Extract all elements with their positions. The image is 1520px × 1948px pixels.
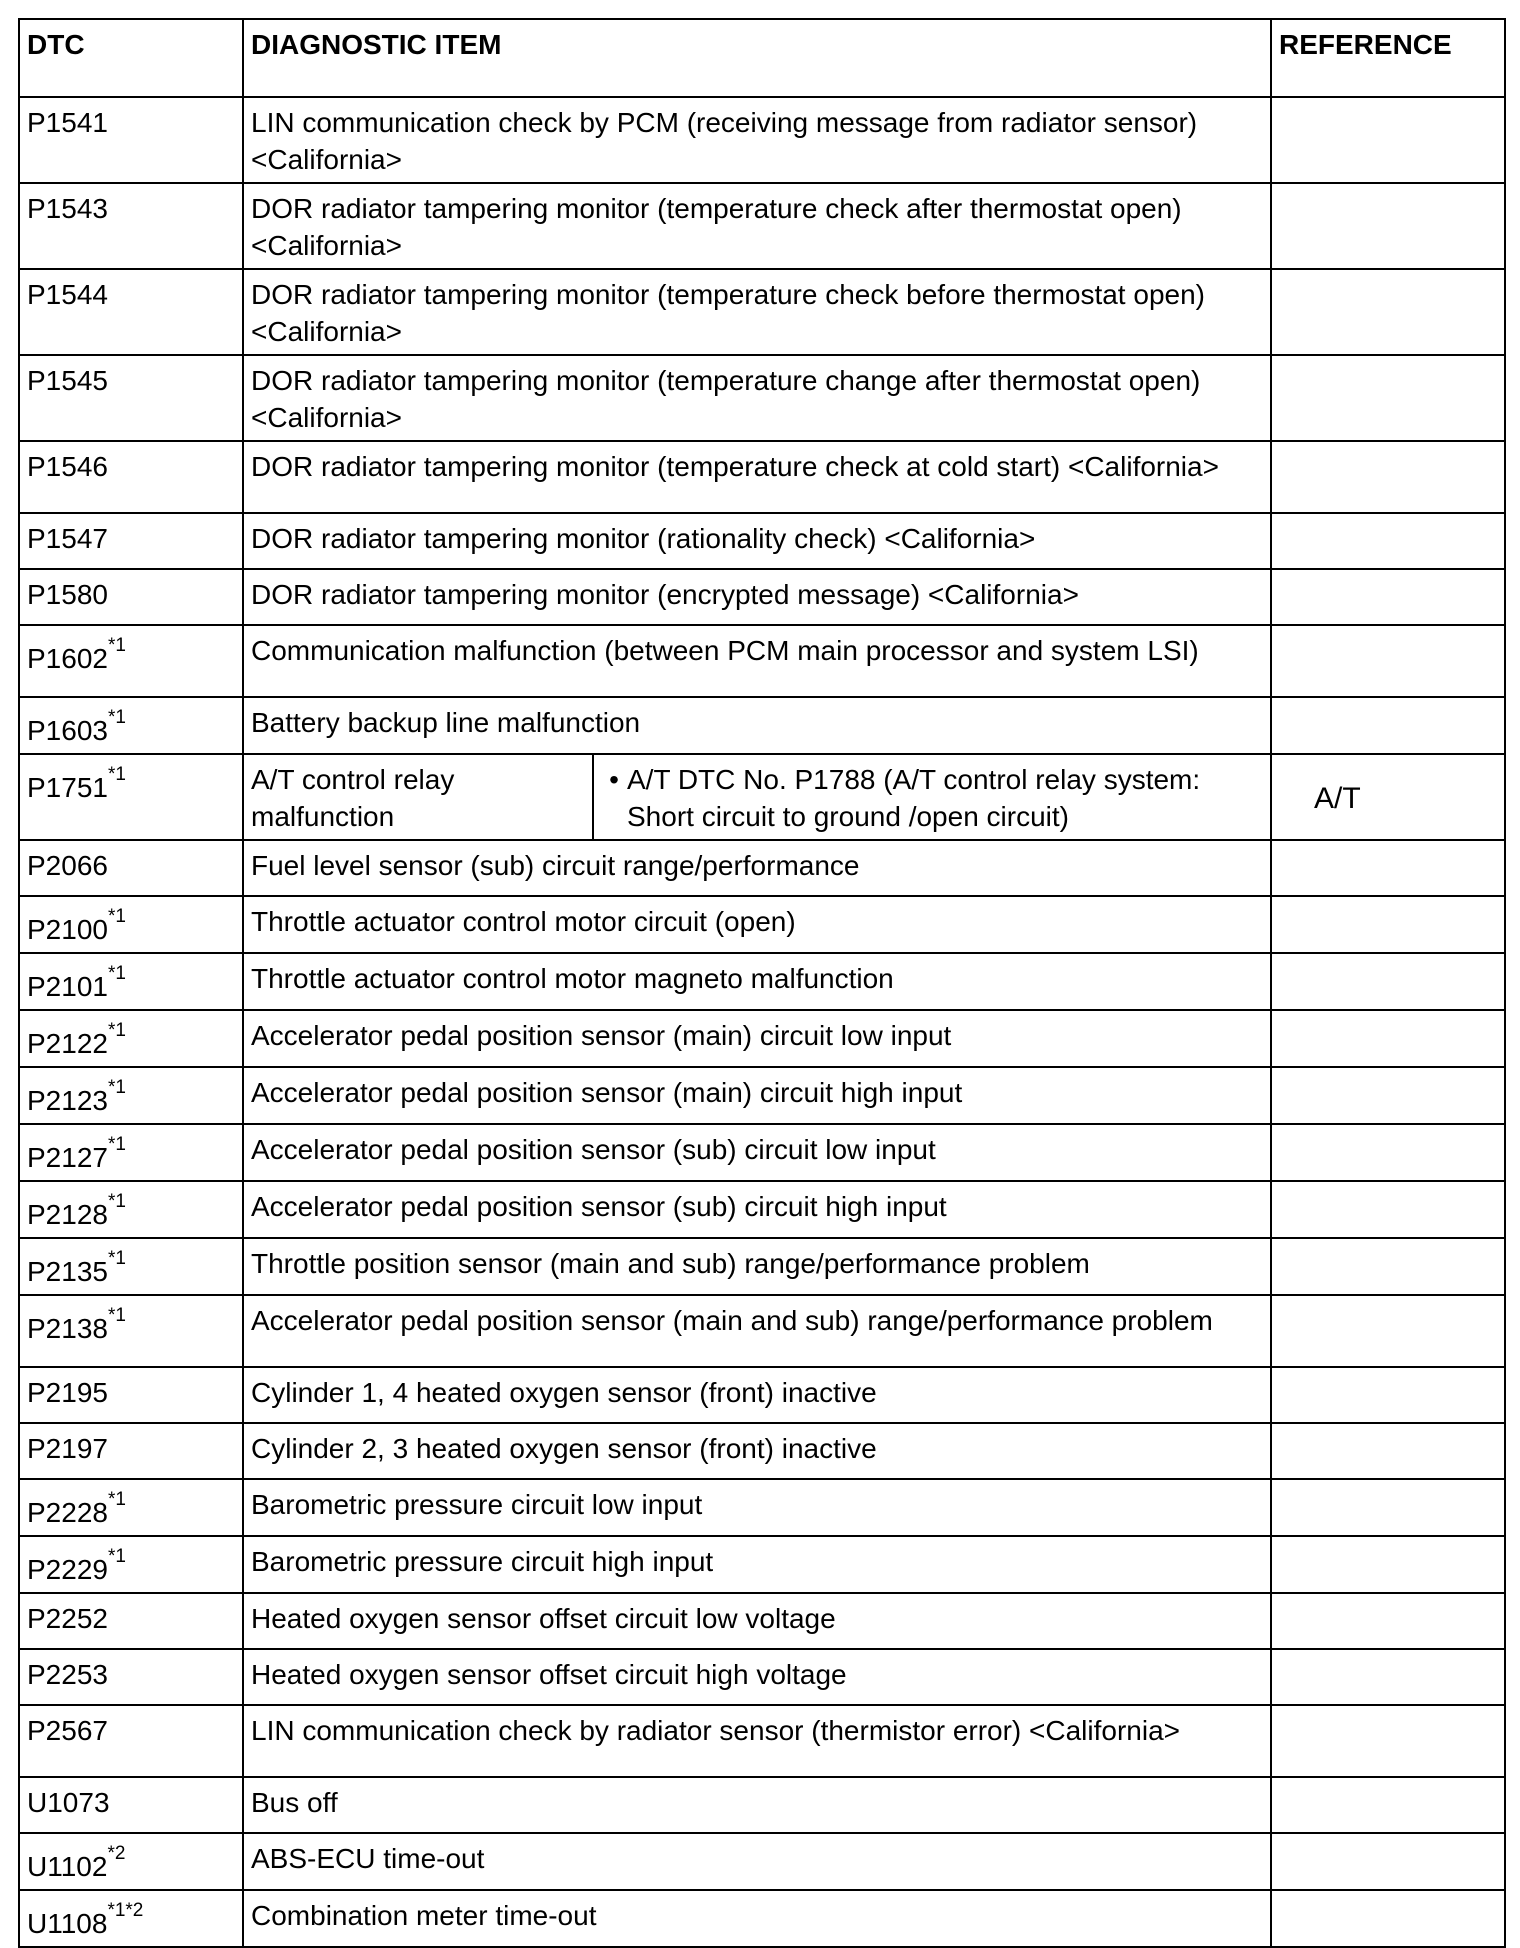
- diagnostic-item-text: Accelerator pedal position sensor (main) circuit low input: [251, 1020, 952, 1051]
- dtc-footnote-mark: *1: [107, 963, 126, 984]
- diagnostic-item-text: Fuel level sensor (sub) circuit range/performance: [251, 850, 860, 881]
- dtc-code-cell: [19, 1890, 243, 1947]
- dtc-footnote-mark: *1: [107, 906, 126, 927]
- reference-cell: [1271, 953, 1505, 1010]
- table-row: [19, 1479, 1505, 1536]
- dtc-code: P2229: [27, 1554, 108, 1585]
- diagnostic-item-text: Battery backup line malfunction: [251, 707, 641, 738]
- diagnostic-item-cell: [243, 953, 1271, 1010]
- dtc-code-cell: [19, 896, 243, 953]
- table-row: [19, 1423, 1505, 1479]
- dtc-code-cell: [19, 1423, 243, 1479]
- dtc-code: P2100: [27, 914, 108, 945]
- diagnostic-item-text: DOR radiator tampering monitor (temperature check at cold start) <California>: [251, 451, 1219, 482]
- reference-cell: [1271, 896, 1505, 953]
- diagnostic-item-text: A/T control relay malfunction: [244, 755, 594, 839]
- dtc-code-cell: [19, 625, 243, 697]
- dtc-code: P2122: [27, 1028, 108, 1059]
- diagnostic-item-text: DOR radiator tampering monitor (temperature check after thermostat open) <California>: [251, 193, 1182, 261]
- diagnostic-item-text: Cylinder 2, 3 heated oxygen sensor (front) inactive: [251, 1433, 877, 1464]
- diagnostic-item-text: DOR radiator tampering monitor (rationality check) <California>: [251, 523, 1036, 554]
- diagnostic-item-detail: [594, 755, 1270, 839]
- table-row: [19, 1593, 1505, 1649]
- table-header-row: [19, 19, 1505, 97]
- reference-cell: [1271, 569, 1505, 625]
- diagnostic-item-cell: [243, 355, 1271, 441]
- diagnostic-item-text: Accelerator pedal position sensor (main) circuit high input: [251, 1077, 963, 1108]
- reference-cell: [1271, 840, 1505, 896]
- dtc-code: P2253: [27, 1659, 108, 1690]
- dtc-code: P2066: [27, 850, 108, 881]
- diagnostic-item-text: Throttle actuator control motor circuit (open): [251, 906, 796, 937]
- table-row: [19, 1649, 1505, 1705]
- dtc-footnote-mark: *1: [107, 1305, 126, 1326]
- table-row: [19, 1181, 1505, 1238]
- dtc-code-cell: [19, 840, 243, 896]
- dtc-code: P2252: [27, 1603, 108, 1634]
- dtc-code: P1545: [27, 365, 108, 396]
- diagnostic-item-cell: [243, 569, 1271, 625]
- diagnostic-item-cell: [243, 1423, 1271, 1479]
- dtc-code: U1108: [27, 1908, 108, 1939]
- diagnostic-item-text: Heated oxygen sensor offset circuit high voltage: [251, 1659, 847, 1690]
- diagnostic-item-cell: [243, 1181, 1271, 1238]
- dtc-code: P1603: [27, 715, 108, 746]
- header-reference: REFERENCE: [1271, 19, 1505, 97]
- dtc-code-cell: [19, 1295, 243, 1367]
- dtc-code: P2101: [27, 971, 108, 1002]
- diagnostic-item-text: Barometric pressure circuit high input: [251, 1546, 714, 1577]
- dtc-code-cell: [19, 1367, 243, 1423]
- diagnostic-item-text: LIN communication check by radiator sensor (thermistor error) <California>: [251, 1715, 1181, 1746]
- reference-cell: [1271, 269, 1505, 355]
- diagnostic-item-cell: [243, 269, 1271, 355]
- reference-cell: [1271, 1890, 1505, 1947]
- diagnostic-item-cell: [243, 1705, 1271, 1777]
- table-row: [19, 1010, 1505, 1067]
- diagnostic-item-cell: [243, 97, 1271, 183]
- diagnostic-item-cell: [243, 183, 1271, 269]
- diagnostic-item-cell: [243, 441, 1271, 513]
- dtc-code-cell: [19, 1649, 243, 1705]
- table-row: [19, 1124, 1505, 1181]
- reference-cell: [1271, 1833, 1505, 1890]
- table-row: [19, 1890, 1505, 1947]
- dtc-code: P2567: [27, 1715, 108, 1746]
- reference-cell: [1271, 1423, 1505, 1479]
- diagnostic-item-cell: [243, 1124, 1271, 1181]
- dtc-code: P1751: [27, 772, 108, 803]
- table-row: [19, 183, 1505, 269]
- reference-cell: [1271, 1649, 1505, 1705]
- reference-cell: [1271, 1067, 1505, 1124]
- table-row: [19, 896, 1505, 953]
- dtc-code-cell: [19, 441, 243, 513]
- diagnostic-item-text: Accelerator pedal position sensor (main and sub) range/performance problem: [251, 1305, 1213, 1336]
- diagnostic-item-text: LIN communication check by PCM (receiving message from radiator sensor) <California>: [251, 107, 1198, 175]
- dtc-code: U1073: [27, 1787, 110, 1818]
- dtc-code: P2197: [27, 1433, 108, 1464]
- dtc-code: P1580: [27, 579, 108, 610]
- diagnostic-item-cell: [243, 840, 1271, 896]
- dtc-footnote-mark: *1: [107, 1546, 126, 1567]
- dtc-code-cell: [19, 97, 243, 183]
- table-row: [19, 355, 1505, 441]
- diagnostic-item-cell: [243, 1593, 1271, 1649]
- table-row: [19, 513, 1505, 569]
- diagnostic-item-cell: [243, 1833, 1271, 1890]
- dtc-code-cell: [19, 1479, 243, 1536]
- reference-cell: [1271, 1367, 1505, 1423]
- table-row: [19, 953, 1505, 1010]
- diagnostic-item-text: Throttle position sensor (main and sub) range/performance problem: [251, 1248, 1090, 1279]
- dtc-code: P2138: [27, 1313, 108, 1344]
- dtc-code-cell: [19, 1705, 243, 1777]
- diagnostic-item-cell: [243, 625, 1271, 697]
- dtc-code-cell: [19, 355, 243, 441]
- table-row: [19, 1295, 1505, 1367]
- reference-cell: [1271, 1010, 1505, 1067]
- dtc-code-cell: [19, 269, 243, 355]
- dtc-code-cell: [19, 1238, 243, 1295]
- detail-text: A/T DTC No. P1788 (A/T control relay system: Short circuit to ground /open circuit): [627, 764, 1201, 832]
- dtc-code: P2135: [27, 1256, 108, 1287]
- diagnostic-item-text: Accelerator pedal position sensor (sub) circuit high input: [251, 1191, 947, 1222]
- reference-cell: [1271, 355, 1505, 441]
- table-row: [19, 1833, 1505, 1890]
- diagnostic-item-cell: [243, 1890, 1271, 1947]
- reference-cell: [1271, 697, 1505, 754]
- diagnostic-item-text: ABS-ECU time-out: [251, 1843, 485, 1874]
- table-row: [19, 1536, 1505, 1593]
- table-body: [19, 97, 1505, 1947]
- diagnostic-item-cell: [243, 1367, 1271, 1423]
- reference-cell: [1271, 513, 1505, 569]
- dtc-code: P1541: [27, 107, 108, 138]
- table-row: [19, 697, 1505, 754]
- table-row: [19, 269, 1505, 355]
- table-row: [19, 754, 1505, 840]
- table-row: [19, 1777, 1505, 1833]
- table-row: [19, 1238, 1505, 1295]
- diagnostic-item-cell: [243, 1010, 1271, 1067]
- dtc-code-cell: [19, 1777, 243, 1833]
- diagnostic-item-text: Combination meter time-out: [251, 1900, 597, 1931]
- dtc-footnote-mark: *1: [107, 1248, 126, 1269]
- reference-cell: [1271, 97, 1505, 183]
- dtc-code-cell: [19, 1536, 243, 1593]
- diagnostic-item-text: Accelerator pedal position sensor (sub) circuit low input: [251, 1134, 936, 1165]
- diagnostic-item-text: Bus off: [251, 1787, 338, 1818]
- dtc-code: P2128: [27, 1199, 108, 1230]
- dtc-footnote-mark: *1: [107, 764, 126, 785]
- dtc-code-cell: [19, 1593, 243, 1649]
- dtc-table-container: [18, 18, 1504, 1948]
- dtc-code: P2127: [27, 1142, 108, 1173]
- reference-cell: [1271, 1181, 1505, 1238]
- header-dtc: DTC: [19, 19, 243, 97]
- dtc-code-cell: [19, 1833, 243, 1890]
- dtc-code: P1546: [27, 451, 108, 482]
- dtc-footnote-mark: *1: [107, 1489, 126, 1510]
- reference-cell: [1271, 1536, 1505, 1593]
- dtc-code: U1102: [27, 1851, 108, 1882]
- diagnostic-item-cell: [243, 1536, 1271, 1593]
- dtc-code: P1547: [27, 523, 108, 554]
- header-diagnostic-item: DIAGNOSTIC ITEM: [243, 19, 1271, 97]
- dtc-code-cell: [19, 953, 243, 1010]
- dtc-code-cell: [19, 513, 243, 569]
- table-row: [19, 1705, 1505, 1777]
- diagnostic-item-text: Heated oxygen sensor offset circuit low voltage: [251, 1603, 836, 1634]
- reference-cell: [1271, 1479, 1505, 1536]
- dtc-code-cell: [19, 183, 243, 269]
- dtc-footnote-mark: *1: [107, 635, 126, 656]
- dtc-code-cell: [19, 754, 243, 840]
- diagnostic-item-cell: [243, 513, 1271, 569]
- diagnostic-item-split: [244, 755, 1270, 839]
- dtc-footnote-mark: *1: [107, 707, 126, 728]
- diagnostic-item-cell: [243, 754, 1271, 840]
- diagnostic-item-cell: [243, 1238, 1271, 1295]
- diagnostic-item-cell: [243, 1777, 1271, 1833]
- table-row: [19, 625, 1505, 697]
- table-row: [19, 1367, 1505, 1423]
- dtc-code-cell: [19, 1124, 243, 1181]
- dtc-footnote-mark: *1: [107, 1077, 126, 1098]
- reference-cell: [1271, 1593, 1505, 1649]
- dtc-footnote-mark: *2: [107, 1843, 126, 1864]
- diagnostic-item-text: Communication malfunction (between PCM main processor and system LSI): [251, 635, 1199, 666]
- reference-cell: A/T: [1271, 754, 1505, 840]
- table-row: [19, 97, 1505, 183]
- reference-cell: [1271, 1238, 1505, 1295]
- bullet-icon: •: [609, 764, 619, 795]
- dtc-code: P2123: [27, 1085, 108, 1116]
- diagnostic-item-cell: [243, 1067, 1271, 1124]
- reference-cell: [1271, 183, 1505, 269]
- dtc-code-cell: [19, 1067, 243, 1124]
- diagnostic-item-cell: [243, 1649, 1271, 1705]
- diagnostic-item-text: Throttle actuator control motor magneto malfunction: [251, 963, 894, 994]
- diagnostic-item-text: DOR radiator tampering monitor (encrypted message) <California>: [251, 579, 1079, 610]
- diagnostic-item-text: DOR radiator tampering monitor (temperature change after thermostat open) <California>: [251, 365, 1201, 433]
- dtc-footnote-mark: *1: [107, 1134, 126, 1155]
- dtc-code: P1602: [27, 643, 108, 674]
- table-row: [19, 569, 1505, 625]
- diagnostic-item-cell: [243, 697, 1271, 754]
- diagnostic-item-text: Cylinder 1, 4 heated oxygen sensor (front) inactive: [251, 1377, 877, 1408]
- reference-cell: [1271, 1777, 1505, 1833]
- diagnostic-item-cell: [243, 1295, 1271, 1367]
- diagnostic-item-cell: [243, 1479, 1271, 1536]
- reference-cell: [1271, 441, 1505, 513]
- reference-cell: [1271, 1124, 1505, 1181]
- diagnostic-item-text: Barometric pressure circuit low input: [251, 1489, 703, 1520]
- reference-cell: [1271, 1705, 1505, 1777]
- dtc-table: [18, 18, 1506, 1948]
- dtc-code: P1544: [27, 279, 108, 310]
- diagnostic-item-text: DOR radiator tampering monitor (temperature check before thermostat open) <California>: [251, 279, 1205, 347]
- dtc-code: P2228: [27, 1497, 108, 1528]
- dtc-code-cell: [19, 697, 243, 754]
- dtc-code-cell: [19, 1181, 243, 1238]
- dtc-code: P2195: [27, 1377, 108, 1408]
- dtc-footnote-mark: *1: [107, 1020, 126, 1041]
- reference-cell: [1271, 1295, 1505, 1367]
- table-row: [19, 441, 1505, 513]
- dtc-footnote-mark: *1*2: [107, 1900, 144, 1921]
- table-row: [19, 1067, 1505, 1124]
- dtc-code-cell: [19, 569, 243, 625]
- reference-cell: [1271, 625, 1505, 697]
- dtc-code-cell: [19, 1010, 243, 1067]
- diagnostic-item-cell: [243, 896, 1271, 953]
- dtc-code: P1543: [27, 193, 108, 224]
- dtc-footnote-mark: *1: [107, 1191, 126, 1212]
- table-row: [19, 840, 1505, 896]
